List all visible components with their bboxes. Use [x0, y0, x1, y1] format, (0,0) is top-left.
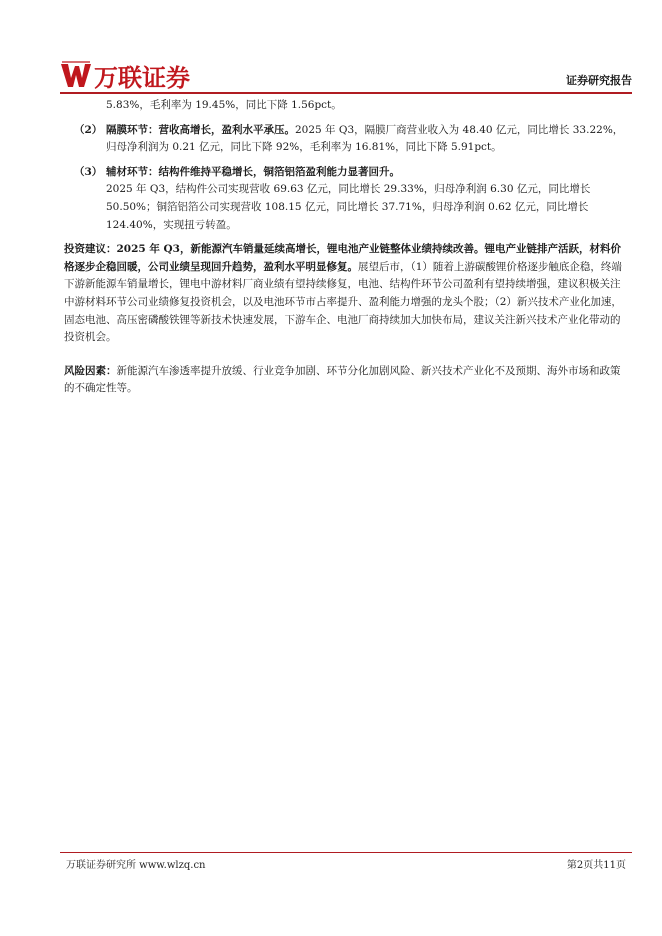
- risk-lead: 风险因素：: [64, 364, 117, 377]
- investment-lead: 投资建议：2025 年 Q3，新能源汽车销量延续高增长，锂电池产业链整体业绩持续改善。锂电产业链排产活跃，材料价格逐步企稳回暖，公司业绩呈现回升趋势，盈利水平明显修复。: [64, 243, 621, 273]
- list-item-auxiliary-materials: [64, 164, 630, 234]
- risk-text: 新能源汽车渗透率提升放缓、行业竞争加剧、环节分化加剧风险、新兴技术产业化不及预期、海外市场和政策的不确定性等。: [64, 364, 621, 395]
- item-body: [106, 122, 630, 157]
- brand-logo: [60, 58, 190, 92]
- investment-advice-paragraph: [64, 241, 630, 347]
- investment-text: 展望后市，（1）随着上游碳酸锂价格逐步触底企稳，终端下游新能源车销量增长，锂电中游材料厂商业绩有望持续修复，电池、结构件环节公司盈利有望持续增强，建议积极关注中游材料环节公司业绩修复投资机会，以及电池环节市占率提升、盈利能力增强的龙头个股；（2）新兴技术产业化加速，固态电池、高压密磷酸铁锂等新技术快速发展，下游车企、电池厂商持续加大加快布局，建议关注新兴技术产业化带动的投资机会。: [64, 260, 622, 344]
- continuation-text: 5.83%，毛利率为 19.45%，同比下降 1.56pct。: [106, 99, 342, 111]
- item-number: （2）: [74, 123, 103, 136]
- page-header: [60, 58, 632, 94]
- wanlian-logo-icon: [60, 60, 92, 90]
- report-type-label: 证券研究报告: [566, 74, 632, 87]
- item-text: 2025 年 Q3，隔膜厂商营业收入为 48.40 亿元，同比增长 33.22%，归母净利润为 0.21 亿元，同比下降 92%，毛利率为 16.81%，同比下降 5.91pct。: [106, 123, 624, 154]
- footer-divider: [60, 852, 632, 853]
- item-number: （3）: [74, 165, 103, 178]
- brand-name: 万联证券: [94, 63, 190, 92]
- page-number: 第2页共11页: [566, 860, 626, 871]
- footer-source: 万联证券研究所 www.wlzq.cn: [66, 860, 206, 871]
- risk-factors-paragraph: [64, 363, 630, 398]
- item-lead: 辅材环节：结构件维持平稳增长，铜箔铝箔盈利能力显著回升。: [106, 165, 400, 178]
- item-lead: 隔膜环节：营收高增长，盈利水平承压。: [106, 123, 295, 136]
- list-item-separator: [64, 122, 630, 157]
- item-text: 2025 年 Q3，结构件公司实现营收 69.63 亿元，同比增长 29.33%，归母净利润 6.30 亿元，同比增长 50.50%；铜箔铝箔公司实现营收 108.15 亿元，同比增长 37.71%，归母净利润 0.62 亿元，同比增长 124.40%，实现扭亏转盈。: [106, 183, 591, 231]
- header-divider: [60, 92, 632, 94]
- item-body: [106, 164, 630, 234]
- main-content: [64, 97, 630, 414]
